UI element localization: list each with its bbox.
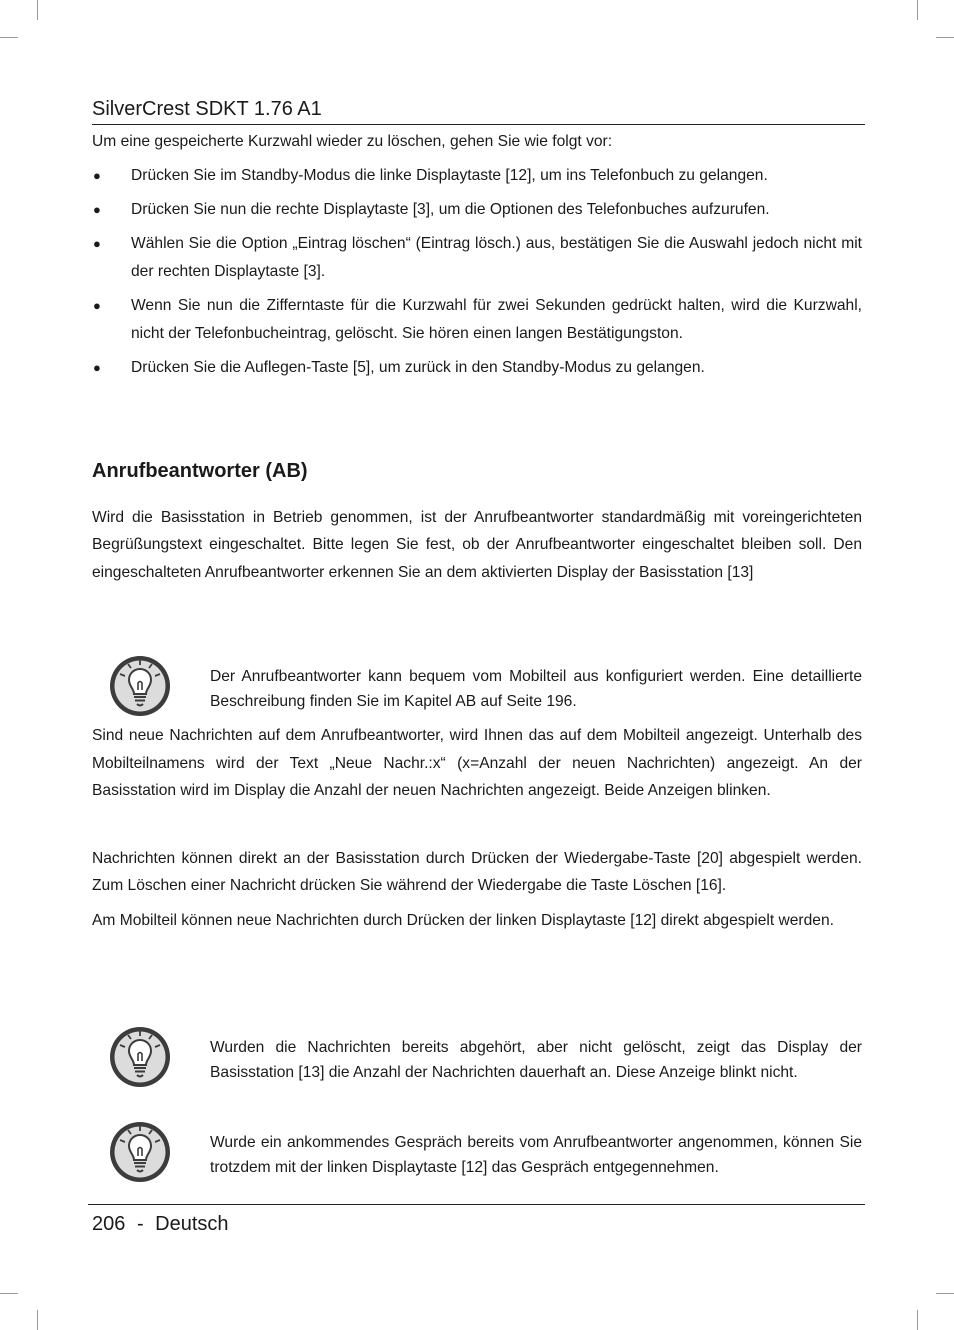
crop-mark [936,37,954,38]
footer-language: Deutsch [155,1213,229,1235]
list-item: ● Wenn Sie nun die Zifferntaste für die Kurzwahl für zwei Sekunden gedrückt halten, wird die Kurzwahl, nicht der Telefonbucheintrag, gelöscht. Sie hören einen langen Bestätigungston. [92,292,862,348]
bullet-icon: ● [93,359,101,375]
list-item: ● Drücken Sie im Standby-Modus die linke Displaytaste [12], um ins Telefonbuch zu gelangen. [92,162,862,190]
lightbulb-icon [108,1025,172,1089]
page-number: 206 [92,1213,126,1235]
bullet-list [92,162,862,382]
note-text: Wurde ein ankommendes Gespräch bereits vom Anrufbeantworter angenommen, können Sie trotzdem mit der linken Displaytaste [12] das Gespräch entgegennehmen. [210,1134,862,1176]
crop-mark [0,1293,18,1294]
crop-mark [37,1310,38,1330]
section-heading: Anrufbeantworter (AB) [92,459,308,482]
crop-mark [936,1293,954,1294]
crop-mark [37,0,38,20]
main-content [92,128,862,934]
footer-separator: - [136,1213,144,1235]
crop-mark [917,0,918,20]
list-item: ● Wählen Sie die Option „Eintrag löschen“ (Eintrag lösch.) aus, bestätigen Sie die Auswahl jedoch nicht mit der rechten Displaytaste [3]. [92,230,862,286]
bullet-icon: ● [93,297,101,313]
list-item: ● Drücken Sie die Auflegen-Taste [5], um zurück in den Standby-Modus zu gelangen. [92,354,862,382]
paragraph-handset-playback: Am Mobilteil können neue Nachrichten durch Drücken der linken Displaytaste [12] direkt abgespielt werden. [92,911,834,929]
page-header [92,96,865,125]
paragraph-default-state: Wird die Basisstation in Betrieb genommen, ist der Anrufbeantworter standardmäßig mit voreingerichteten Begrüßungstext eingeschaltet. Bitte legen Sie fest, ob der Anrufbeantworter eingeschaltet bleiben soll. Den eingeschalteten Anrufbeantworter erkennen Sie an dem aktivierten Display der Basisstation [13] [92,508,862,581]
list-item: ● Drücken Sie nun die rechte Displaytaste [3], um die Optionen des Telefonbuches aufzurufen. [92,196,862,224]
info-note [92,1025,862,1097]
info-note [92,654,862,726]
header-title: SilverCrest SDKT 1.76 A1 [92,98,322,120]
bullet-icon: ● [93,167,101,183]
bullet-icon: ● [93,235,101,251]
note-text: Der Anrufbeantworter kann bequem vom Mobilteil aus konfiguriert werden. Eine detaillierte Beschreibung finden Sie im Kapitel AB auf Seite 196. [210,668,862,710]
crop-mark [0,37,18,38]
info-note [92,1120,862,1192]
lightbulb-icon [108,1120,172,1184]
bullet-icon: ● [93,201,101,217]
note-text: Wurden die Nachrichten bereits abgehört, aber nicht gelöscht, zeigt das Display der Basisstation [13] die Anzahl der Nachrichten dauerhaft an. Diese Anzeige blinkt nicht. [210,1039,862,1081]
crop-mark [917,1310,918,1330]
lightbulb-icon [108,654,172,718]
paragraph-playback: Nachrichten können direkt an der Basisstation durch Drücken der Wiedergabe-Taste [20] abgespielt werden. Zum Löschen einer Nachricht drücken Sie während der Wiedergabe die Taste Löschen [16]. [92,849,862,894]
page-footer [88,1204,865,1237]
paragraph-new-messages: Sind neue Nachrichten auf dem Anrufbeantworter, wird Ihnen das auf dem Mobilteil angezeigt. Unterhalb des Mobilteilnamens wird der Text „Neue Nachr.:x“ (x=Anzahl der neuen Nachrichten) angezeigt. An der Basisstation wird im Display die Anzahl der neuen Nachrichten angezeigt. Beide Anzeigen blinken. [92,727,862,799]
intro-text: Um eine gespeicherte Kurzwahl wieder zu löschen, gehen Sie wie folgt vor: [92,133,613,150]
